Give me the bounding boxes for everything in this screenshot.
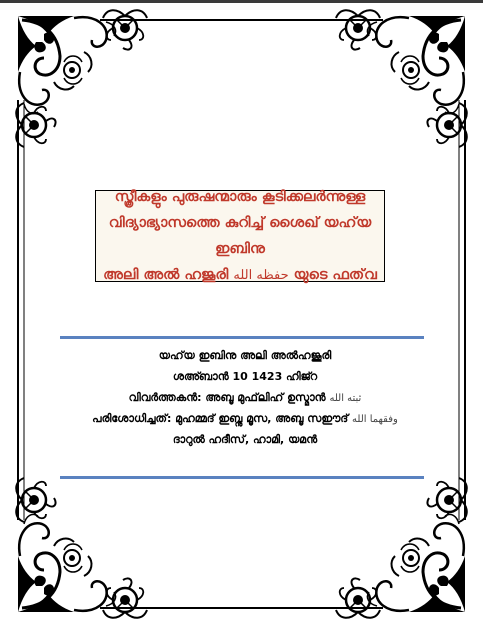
title-line-3-start: അലി അൽ ഹജൂരി <box>103 266 229 283</box>
reviewer-line <box>40 408 450 429</box>
info-block <box>40 345 450 450</box>
translator-line <box>40 387 450 408</box>
translator-text: വിവർത്തകൻ: അബൂ മുഫ്‌ലിഹ് ഉസ്മാൻ <box>128 391 326 404</box>
title-line-1: സ്ത്രീകളും പുരുഷന്മാരും കൂടിക്കലർന്നുള്ള <box>114 188 366 205</box>
title-line-3-end: യുടെ ഫത്‌വ <box>293 266 377 283</box>
bottom-divider <box>60 476 424 479</box>
title-line-3 <box>103 262 377 289</box>
title-line-2: വിദ്യാഭ്യാസത്തെ കുറിച്ച് ശൈഖ് യഹ്‌യ ഇബിനു <box>108 214 372 257</box>
place-line: ദാറുൽ ഹദീസ്, ഹാമി, യമൻ <box>172 433 318 446</box>
reviewer-arabic: وفقهما الله <box>352 414 398 425</box>
author-line: യഹ്‌യ ഇബിനു അലി അൽഹജൂരി <box>158 349 332 362</box>
translator-arabic: ثبته الله <box>329 393 362 404</box>
title-arabic-honorific: حفظه الله <box>233 267 289 283</box>
top-divider <box>60 336 424 339</box>
title-box <box>95 190 385 282</box>
date-line: ശഅ്ബാൻ 10 1423 ഹിജ്റ <box>172 370 318 383</box>
reviewer-text: പരിശോധിച്ചത്: മുഹമ്മദ് ഇബ്നു മൂസ, അബൂ സഈദ് <box>92 412 349 425</box>
